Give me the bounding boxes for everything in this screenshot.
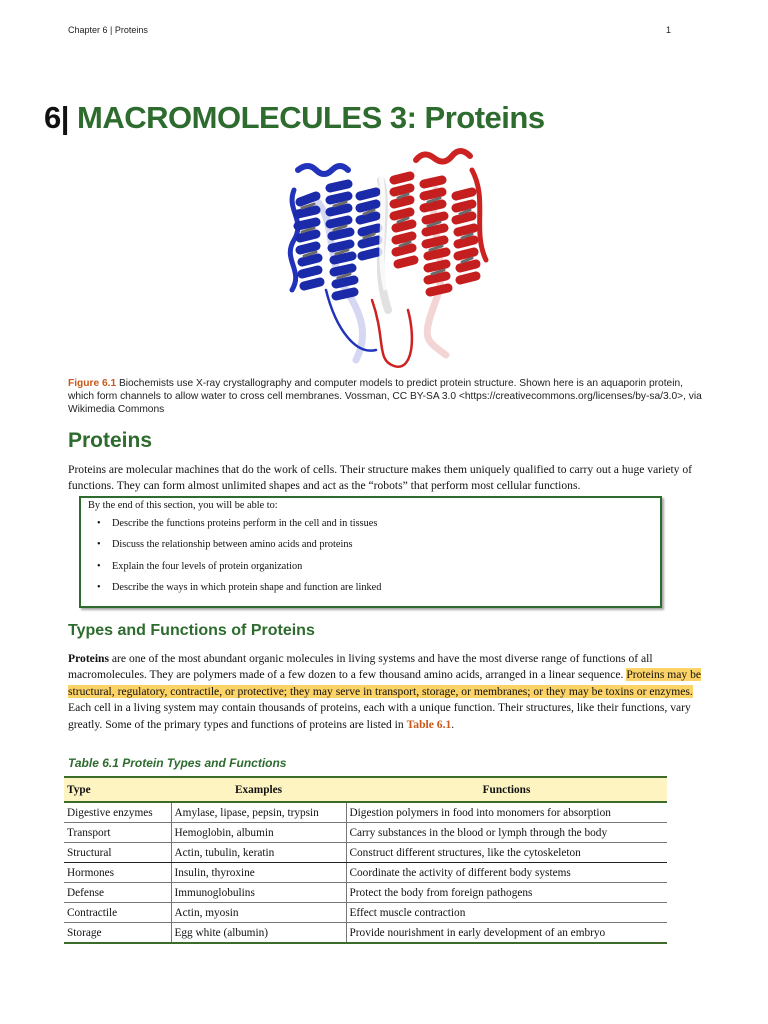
subsection-heading: Types and Functions of Proteins bbox=[68, 622, 315, 639]
table-row: Defense Immunoglobulins Protect the body from foreign pathogens bbox=[64, 883, 667, 903]
table-row: Transport Hemoglobin, albumin Carry substances in the blood or lymph through the body bbox=[64, 823, 667, 843]
bold-term: Proteins bbox=[68, 652, 110, 665]
chapter-number: 6| bbox=[44, 100, 69, 135]
chapter-title bbox=[44, 100, 545, 136]
objective-item: • Explain the four levels of protein organization bbox=[97, 560, 303, 572]
table-row: Contractile Actin, myosin Effect muscle contraction bbox=[64, 903, 667, 923]
bullet-icon: • bbox=[97, 518, 101, 529]
objective-item: • Discuss the relationship between amino acids and proteins bbox=[97, 539, 353, 551]
chapter-title-text: MACROMOLECULES 3: Proteins bbox=[77, 100, 545, 135]
highlighted-text: Proteins may be structural, regulatory, contractile, or protective; they may serve in transport, storage, or membranes; or they may be toxins or enzymes. bbox=[68, 668, 702, 698]
column-header-type: Type bbox=[64, 777, 171, 802]
bullet-icon: • bbox=[97, 560, 101, 572]
table-caption: Table 6.1 Protein Types and Functions bbox=[68, 756, 287, 770]
types-paragraph: Proteins are one of the most abundant organic molecules in living systems and have the most diverse range of functions of all macromolecules. They are polymers made of a few dozen to a few thousand amino acids, arranged in a linear sequence. Proteins may be structural, regulatory, contractile, or protective; they may serve in transport, storage, or membranes; or they may be toxins or enzymes. Each cell in a living system may contain thousands of proteins, each with a unique function. Their structures, like their functions, vary greatly. Some of the primary types and functions of proteins are listed in Table 6.1. bbox=[68, 652, 702, 731]
figure-caption-text: Biochemists use X-ray crystallography and computer models to predict protein structure. Shown here is an aquaporin protein, which form channels to allow water to cross cell membranes. Vossman, CC BY-SA 3.0 <https://creativecommons.org/licenses/by-sa/3.0>, via Wikimedia Commons bbox=[68, 378, 702, 415]
table-row: Structural Actin, tubulin, keratin Construct different structures, like the cytoskeleton bbox=[64, 843, 667, 863]
figure-caption bbox=[68, 377, 708, 416]
protein-types-table bbox=[64, 776, 667, 944]
bullet-icon: • bbox=[97, 582, 101, 594]
column-header-examples: Examples bbox=[171, 777, 346, 802]
learning-objectives-box bbox=[79, 496, 662, 608]
aquaporin-protein-figure bbox=[276, 140, 504, 372]
objective-item: • Describe the functions proteins perform in the cell and in tissues bbox=[97, 518, 378, 529]
table-row: Hormones Insulin, thyroxine Coordinate the activity of different body systems bbox=[64, 863, 667, 883]
section-heading: Proteins bbox=[68, 429, 153, 452]
column-header-functions: Functions bbox=[346, 777, 667, 802]
table-row: Digestive enzymes Amylase, lipase, pepsin, trypsin Digestion polymers in food into monomers for absorption bbox=[64, 802, 667, 823]
section-intro: Proteins are molecular machines that do the work of cells. Their structure makes them uniquely qualified to carry out a huge variety of functions. They can form almost unlimited shapes and act as the “robots” that perform most cellular functions. bbox=[68, 463, 693, 492]
running-header: Chapter 6 | Proteins bbox=[68, 25, 148, 35]
bullet-icon: • bbox=[97, 539, 101, 551]
objective-item: • Describe the ways in which protein shape and function are linked bbox=[97, 582, 382, 594]
table-row: Storage Egg white (albumin) Provide nourishment in early development of an embryo bbox=[64, 923, 667, 944]
figure-label: Figure 6.1 bbox=[68, 378, 117, 389]
page-number: 1 bbox=[666, 25, 672, 35]
table-reference-link[interactable]: Table 6.1 bbox=[406, 717, 452, 731]
objectives-list bbox=[97, 518, 381, 604]
objectives-intro: By the end of this section, you will be able to: bbox=[88, 500, 278, 511]
table-header-row bbox=[64, 777, 667, 802]
